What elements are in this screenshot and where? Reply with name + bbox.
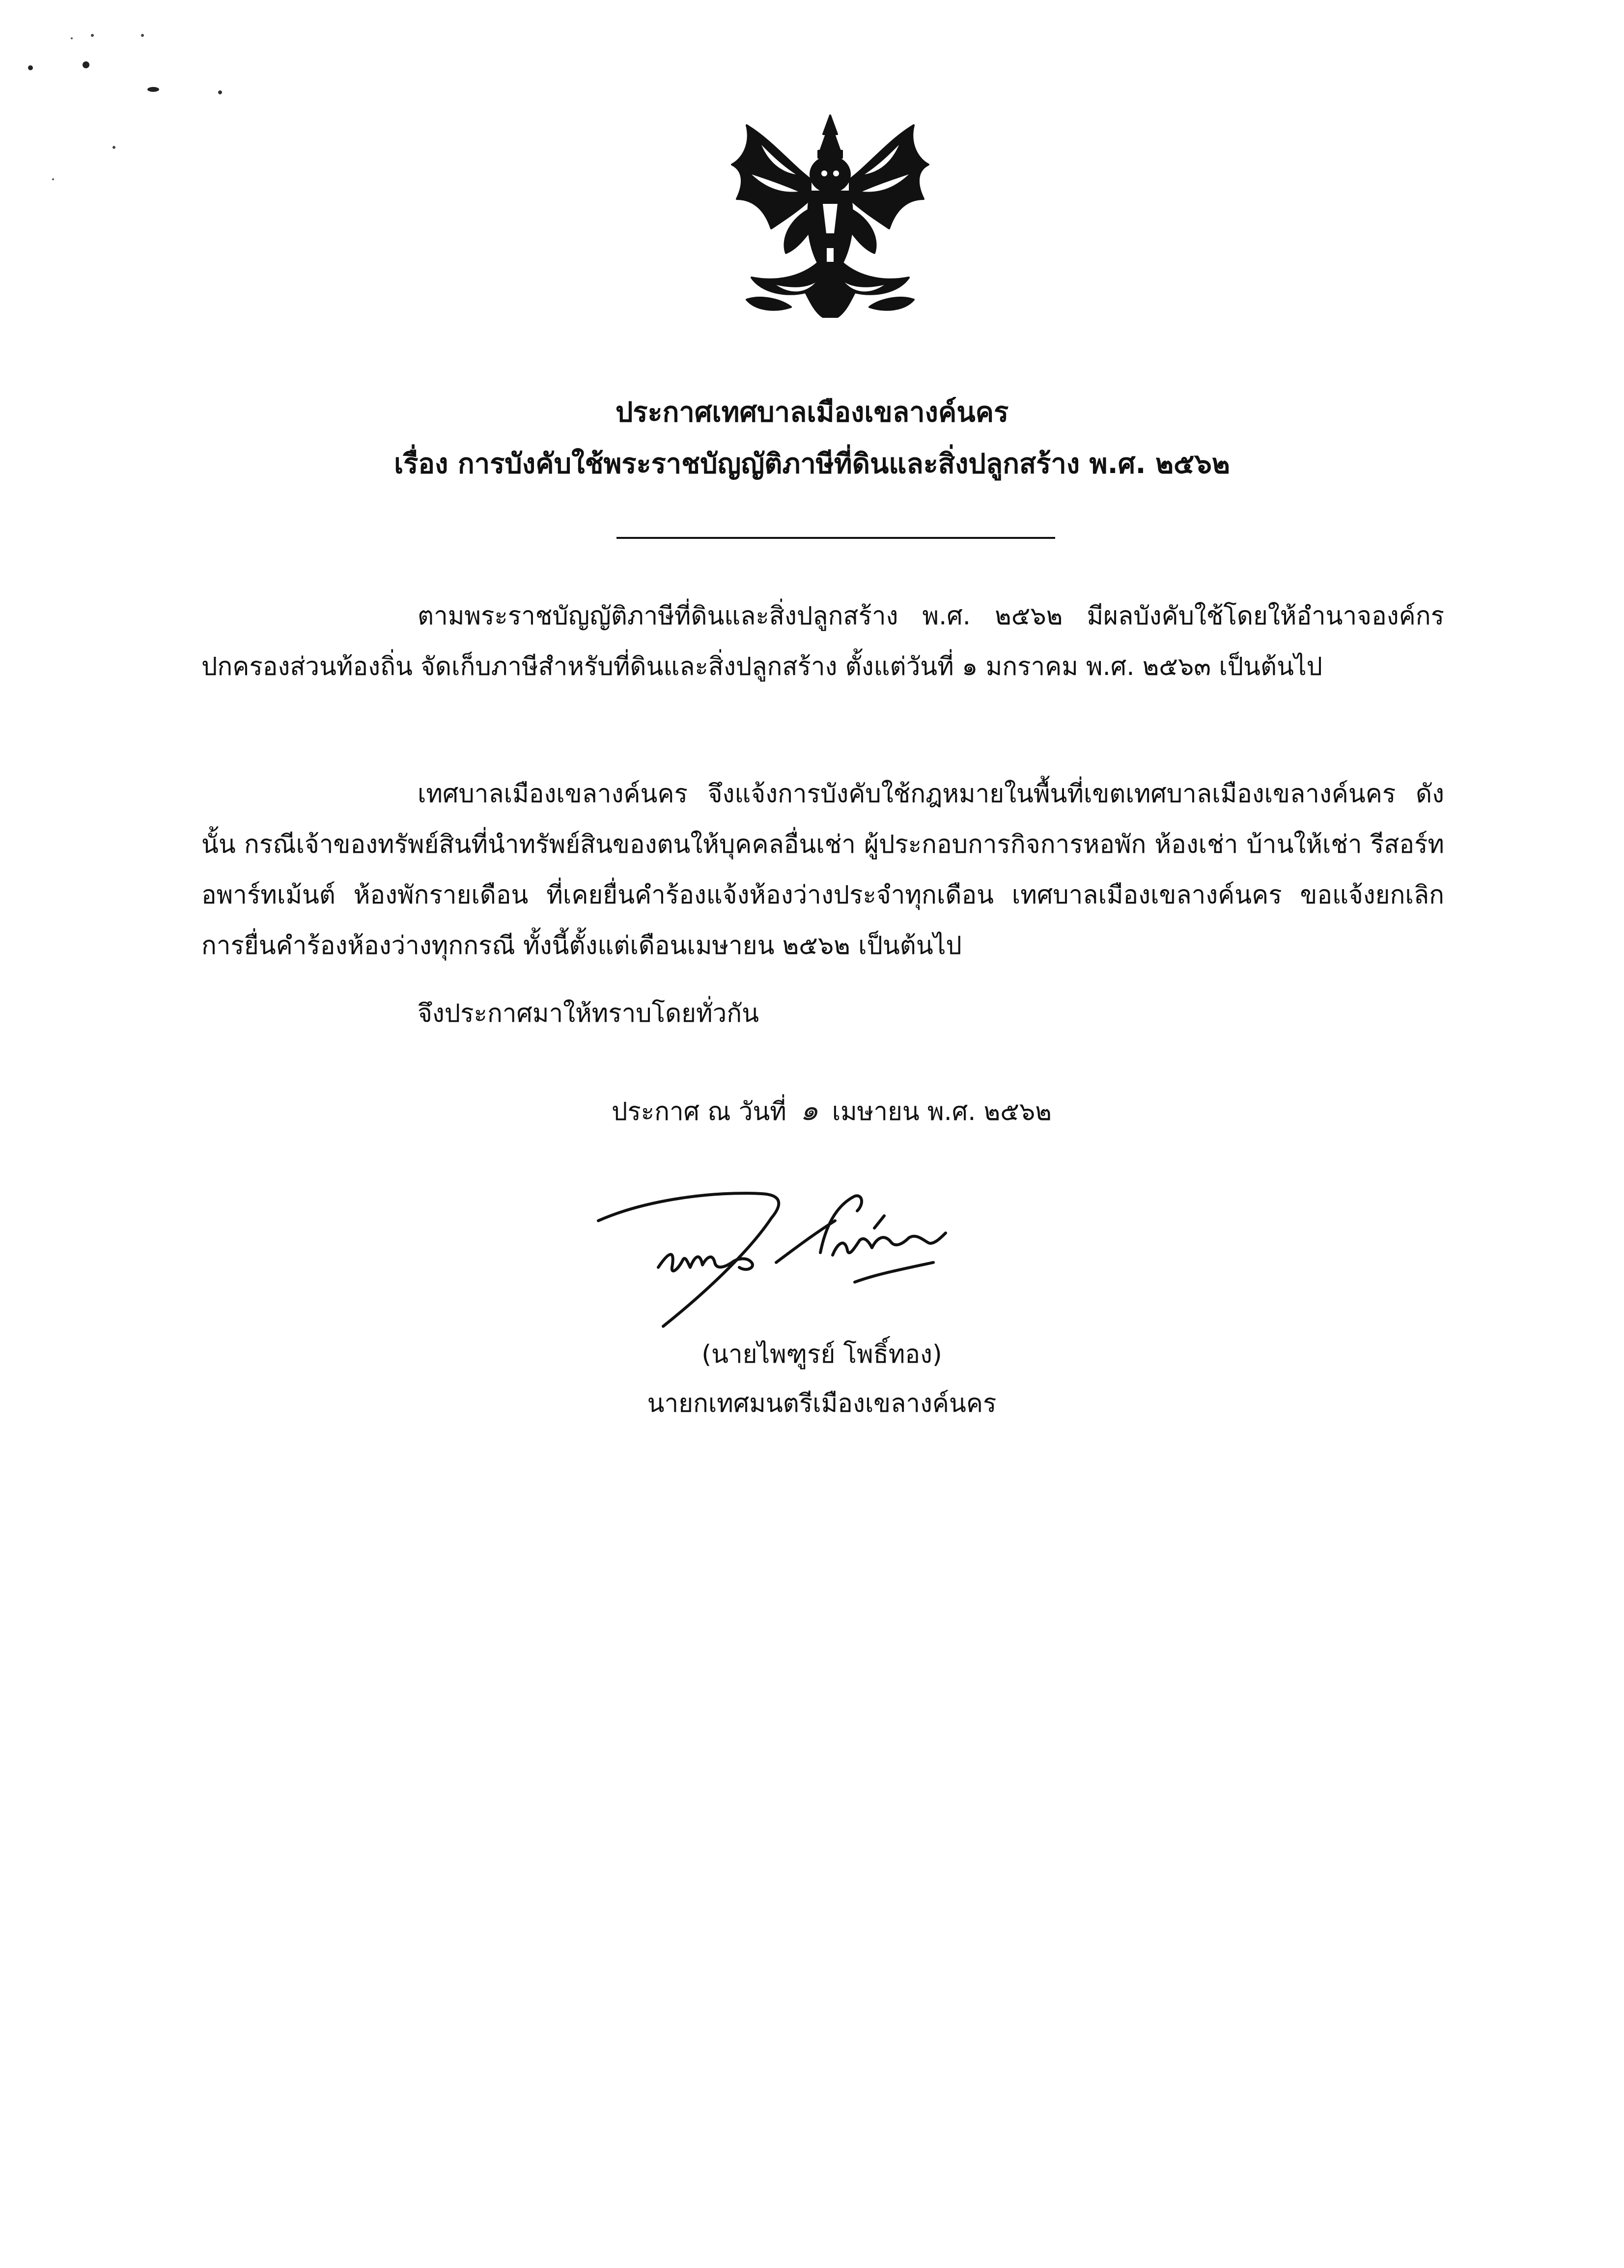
garuda-emblem-icon (717, 106, 943, 332)
document-title: ประกาศเทศบาลเมืองเขลางค์นคร (615, 396, 1009, 428)
signatory-name: (นายไพฑูรย์ โพธิ์ทอง) (701, 1340, 942, 1369)
document-subject: เรื่อง การบังคับใช้พระราชบัญญัติภาษีที่ดินและสิ่งปลูกสร้าง พ.ศ. ๒๕๖๒ (394, 448, 1230, 480)
signatory-position: นายกเทศมนตรีเมืองเขลางค์นคร (647, 1389, 997, 1418)
body-paragraph-1: ตามพระราชบัญญัติภาษีที่ดินและสิ่งปลูกสร้าง พ.ศ. ๒๕๖๒ มีผลบังคับใช้โดยให้อำนาจองค์กรปกครองส่วนท้องถิ่น จัดเก็บภาษีสำหรับที่ดินและสิ่งปลูกสร้าง ตั้งแต่วันที่ ๑ มกราคม พ.ศ. ๒๕๖๓ เป็นต้นไป (201, 602, 1444, 681)
body-paragraph-2: เทศบาลเมืองเขลางค์นคร จึงแจ้งการบังคับใช้กฎหมายในพื้นที่เขตเทศบาลเมืองเขลางค์นคร ดังนั้น กรณีเจ้าของทรัพย์สินที่นำทรัพย์สินของตนให้บุคคลอื่นเช่า ผู้ประกอบการกิจการหอพัก ห้องเช่า บ้านให้เช่า รีสอร์ท อพาร์ทเม้นต์ ห้องพักรายเดือน ที่เคยยื่นคำร้องแจ้งห้องว่างประจำทุกเดือน เทศบาลเมืองเขลางค์นคร ขอแจ้งยกเลิกการยื่นคำร้องห้องว่างทุกกรณี ทั้งนี้ตั้งแต่เดือนเมษายน ๒๕๖๒ เป็นต้นไป (201, 780, 1444, 960)
closing-line: จึงประกาศมาให้ทราบโดยทั่วกัน (418, 999, 759, 1028)
dateline-month-year: เมษายน พ.ศ. ๒๕๖๒ (832, 1097, 1052, 1126)
scan-specks-decoration (0, 0, 246, 206)
handwritten-signature-icon (589, 1169, 1061, 1331)
dateline-prefix: ประกาศ ณ วันที่ (612, 1097, 786, 1126)
announcement-dateline (612, 1091, 1052, 1132)
dateline-day-handwritten: ๑ (800, 1093, 818, 1127)
title-divider (616, 537, 1055, 539)
